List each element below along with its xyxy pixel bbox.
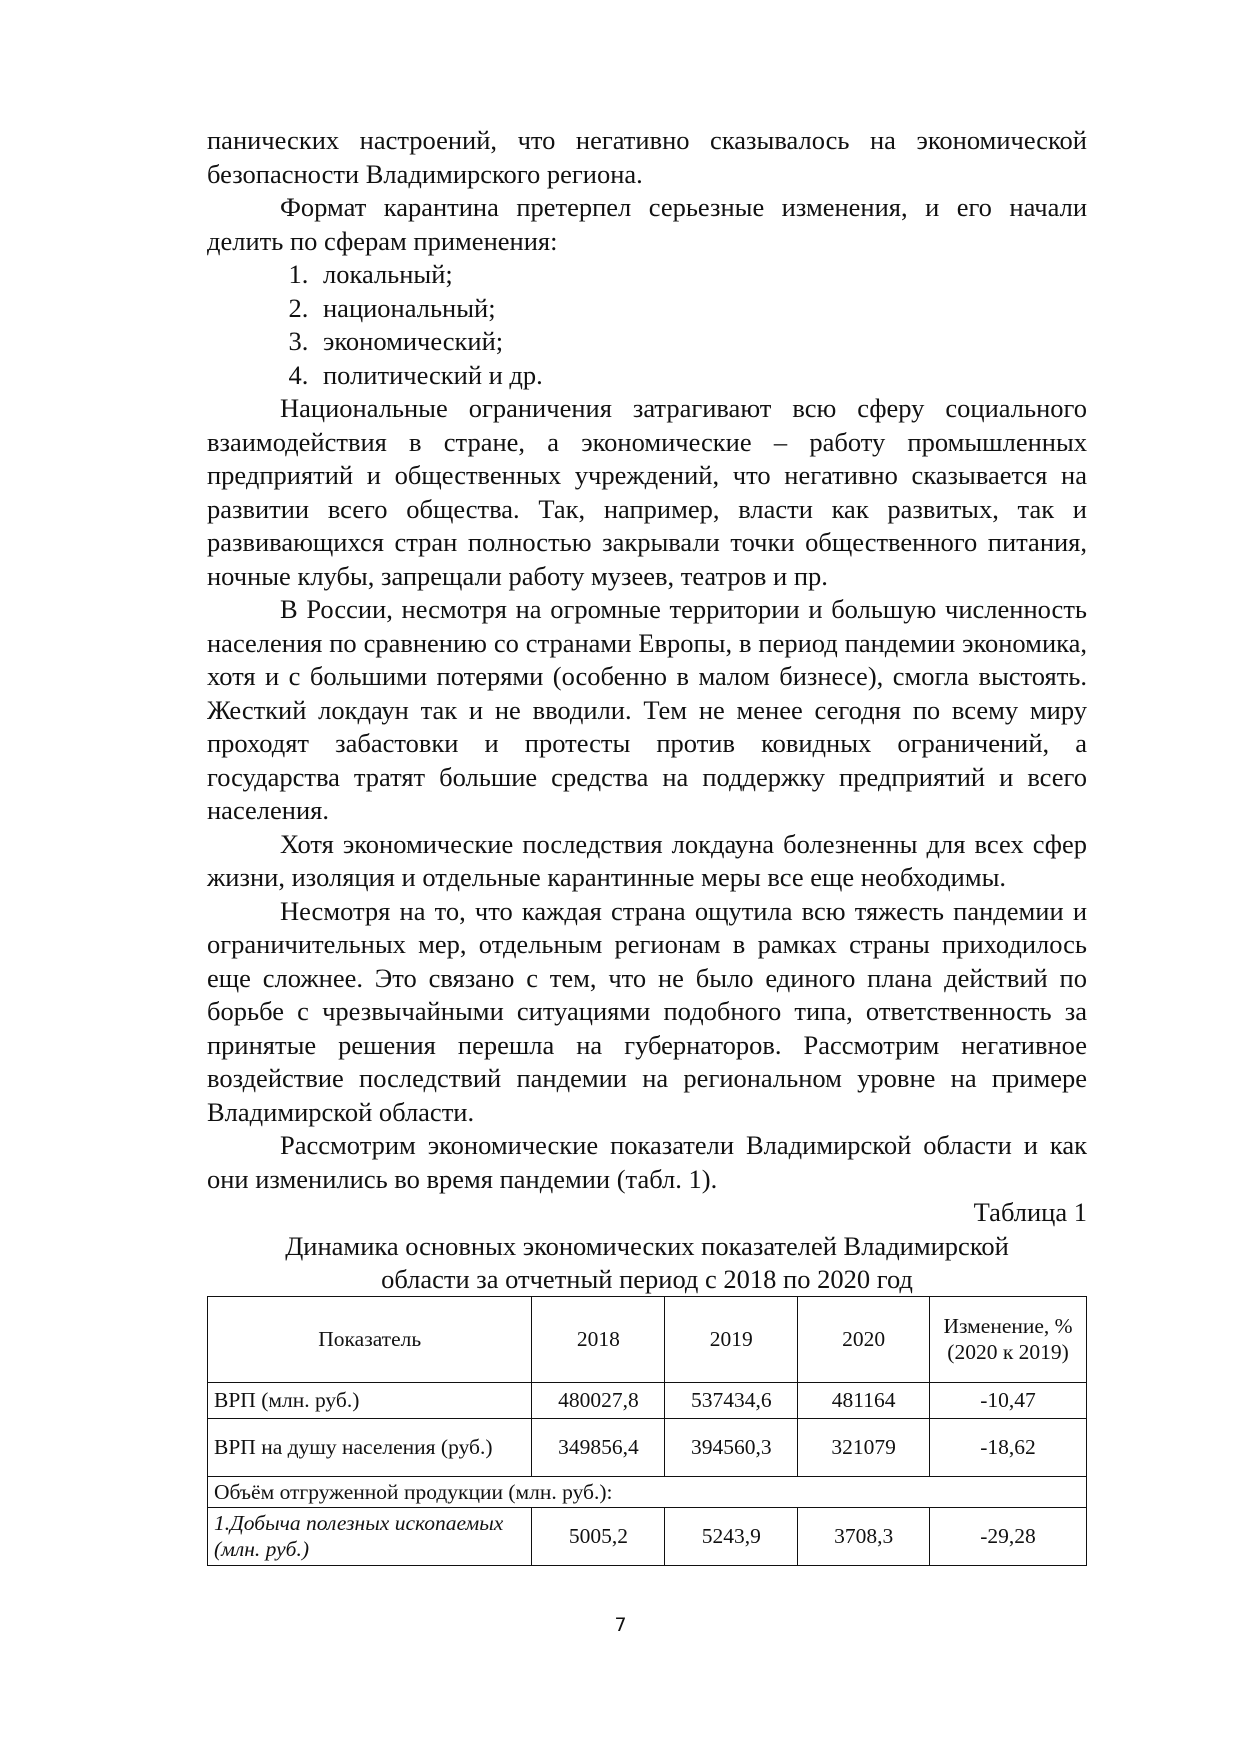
paragraph-4: В России, несмотря на огромные территории и большую численность населения по сравнению со странами Европы, в период пандемии экономика, хотя и с большими потерями (особенно в малом бизнесе), смогла выстоять. Жесткий локдаун так и не вводили. Тем не менее сегодня по всему миру проходят забастовки и протесты против ковидных ограничений, а государства тратят большие средства на поддержку предприятий и всего населения.	[207, 594, 1087, 825]
cell-2020: 321079	[798, 1418, 930, 1476]
cell-2018: 349856,4	[532, 1418, 665, 1476]
paragraph-7: Рассмотрим экономические показатели Владимирской области и как они изменились во время пандемии (табл. 1).	[207, 1130, 1087, 1194]
table-title-line-2: области за отчетный период с 2018 по 2020 год	[381, 1263, 913, 1294]
cell-2018: 5005,2	[532, 1507, 665, 1565]
table-title	[207, 1230, 1087, 1296]
list-item: 1. локальный;	[315, 258, 1087, 292]
header-2019: 2019	[665, 1296, 798, 1382]
cell-2020: 481164	[798, 1382, 930, 1418]
header-2020: 2020	[798, 1296, 930, 1382]
paragraph-1: панических настроений, что негативно сказывалось на экономической безопасности Владимирского региона.	[207, 125, 1087, 189]
paragraph-3: Национальные ограничения затрагивают всю сферу социального взаимодействия в стране, а экономические – работу промышленных предприятий и общественных учреждений, что негативно сказывается на развитии всего общества. Так, например, власти как развитых, так и развивающихся стран полностью закрывали точки общественного питания, ночные клубы, запрещали работу музеев, театров и пр.	[207, 393, 1087, 591]
list-item: 2. национальный;	[315, 292, 1087, 326]
cell-change: -18,62	[930, 1418, 1087, 1476]
paragraph-5: Хотя экономические последствия локдауна болезненны для всех сфер жизни, изоляция и отдельные карантинные меры все еще необходимы.	[207, 828, 1087, 892]
header-indicator: Показатель	[208, 1296, 532, 1382]
quarantine-types-list	[207, 258, 1087, 392]
table-row	[208, 1418, 1087, 1476]
paragraph-2: Формат карантина претерпел серьезные изменения, и его начали делить по сферам применения:	[207, 192, 1087, 256]
list-item: 3. экономический;	[315, 325, 1087, 359]
table-header-row	[208, 1296, 1087, 1382]
cell-2019: 394560,3	[665, 1418, 798, 1476]
cell-2019: 537434,6	[665, 1382, 798, 1418]
cell-2019: 5243,9	[665, 1507, 798, 1565]
table-row	[208, 1507, 1087, 1565]
table-title-line-1: Динамика основных экономических показателей Владимирской	[285, 1230, 1009, 1261]
section-label: Объём отгруженной продукции (млн. руб.):	[208, 1476, 1087, 1507]
cell-change: -10,47	[930, 1382, 1087, 1418]
paragraph-6: Несмотря на то, что каждая страна ощутила всю тяжесть пандемии и ограничительных мер, отдельным регионам в рамках страны приходилось еще сложнее. Это связано с тем, что не было единого плана действий по борьбе с чрезвычайными ситуациями подобного типа, ответственность за принятые решения перешла на губернаторов. Рассмотрим негативное воздействие последствий пандемии на региональном уровне на примере Владимирской области.	[207, 895, 1087, 1127]
cell-change: -29,28	[930, 1507, 1087, 1565]
table-section-row	[208, 1476, 1087, 1507]
economic-indicators-table	[207, 1296, 1087, 1566]
page-number: 7	[614, 1614, 627, 1636]
document-page	[207, 124, 1087, 1566]
table-row	[208, 1382, 1087, 1418]
row-name: ВРП (млн. руб.)	[208, 1382, 532, 1418]
row-name: 1.Добыча полезных ископаемых (млн. руб.)	[208, 1507, 532, 1565]
list-item: 4. политический и др.	[315, 359, 1087, 393]
header-2018: 2018	[532, 1296, 665, 1382]
cell-2020: 3708,3	[798, 1507, 930, 1565]
row-name: ВРП на душу населения (руб.)	[208, 1418, 532, 1476]
table-label: Таблица 1	[973, 1197, 1087, 1227]
cell-2018: 480027,8	[532, 1382, 665, 1418]
header-change: Изменение, % (2020 к 2019)	[930, 1296, 1087, 1382]
